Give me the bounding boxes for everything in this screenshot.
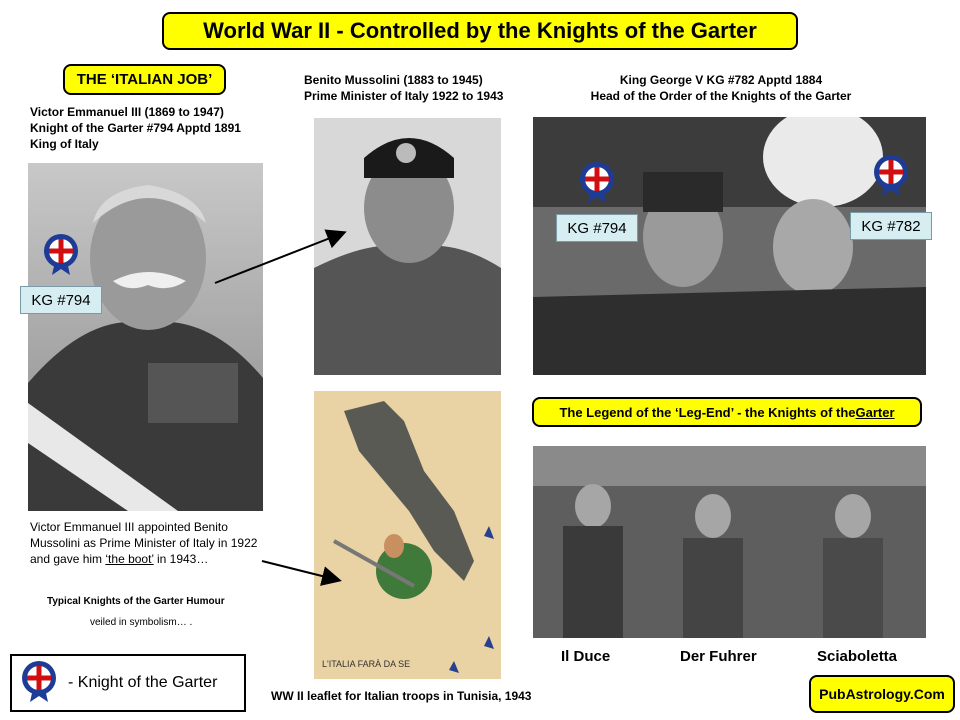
name-sciaboletta: Sciaboletta [817,648,898,665]
george-caption-line: Head of the Order of the Knights of the Garter [590,89,852,103]
arrow-icon [262,561,338,580]
victor-caption-line: Knight of the Garter #794 Apptd 1891 [30,121,241,135]
victor-caption-line: Victor Emmanuel III (1869 to 1947) [30,105,224,119]
kg-tag-victor-photo: KG #794 [556,214,638,242]
garter-badge-icon [20,659,58,708]
the-boot-text: ‘the boot’ [105,552,154,566]
arrow-icon [215,233,343,283]
key-text: - Knight of the Garter [68,674,218,691]
pubastrology-brand[interactable]: PubAstrology.Com [809,675,955,713]
leaflet-caption: WW II leaflet for Italian troops in Tunisia, 1943 [271,689,532,703]
garter-text: Garter [855,404,895,420]
name-il-duce: Il Duce [561,648,611,665]
veiled-text: veiled in symbolism… . [90,617,193,628]
mussolini-caption-line: Benito Mussolini (1883 to 1945) [304,73,483,87]
kg-tag-george: KG #782 [850,212,932,240]
legend-label [532,397,922,427]
george-caption-line: King George V KG #782 Apptd 1884 [619,73,823,87]
legend-key-box [10,654,246,712]
appointment-description [30,519,262,567]
mussolini-caption-line: Prime Minister of Italy 1922 to 1943 [304,89,504,103]
name-der-fuhrer: Der Fuhrer [680,648,757,665]
page-title: World War II - Controlled by the Knights of the Garter [162,12,798,50]
description-text-end: in 1943… [153,552,209,566]
victor-caption-line: King of Italy [30,137,99,151]
kg-tag-victor: KG #794 [20,286,102,314]
description-text: Victor Emmanuel III appointed Benito Mussolini as Prime Minister of Italy in 1922 and gave him [30,520,258,566]
leaflet-slogan: L'ITALIA FARÀ DA SE [322,659,411,669]
legend-text: The Legend of the ‘Leg-End’ - the Knights of the [559,404,856,420]
humour-heading: Typical Knights of the Garter Humour [47,596,225,607]
italian-job-label: THE ‘ITALIAN JOB’ [63,64,226,95]
